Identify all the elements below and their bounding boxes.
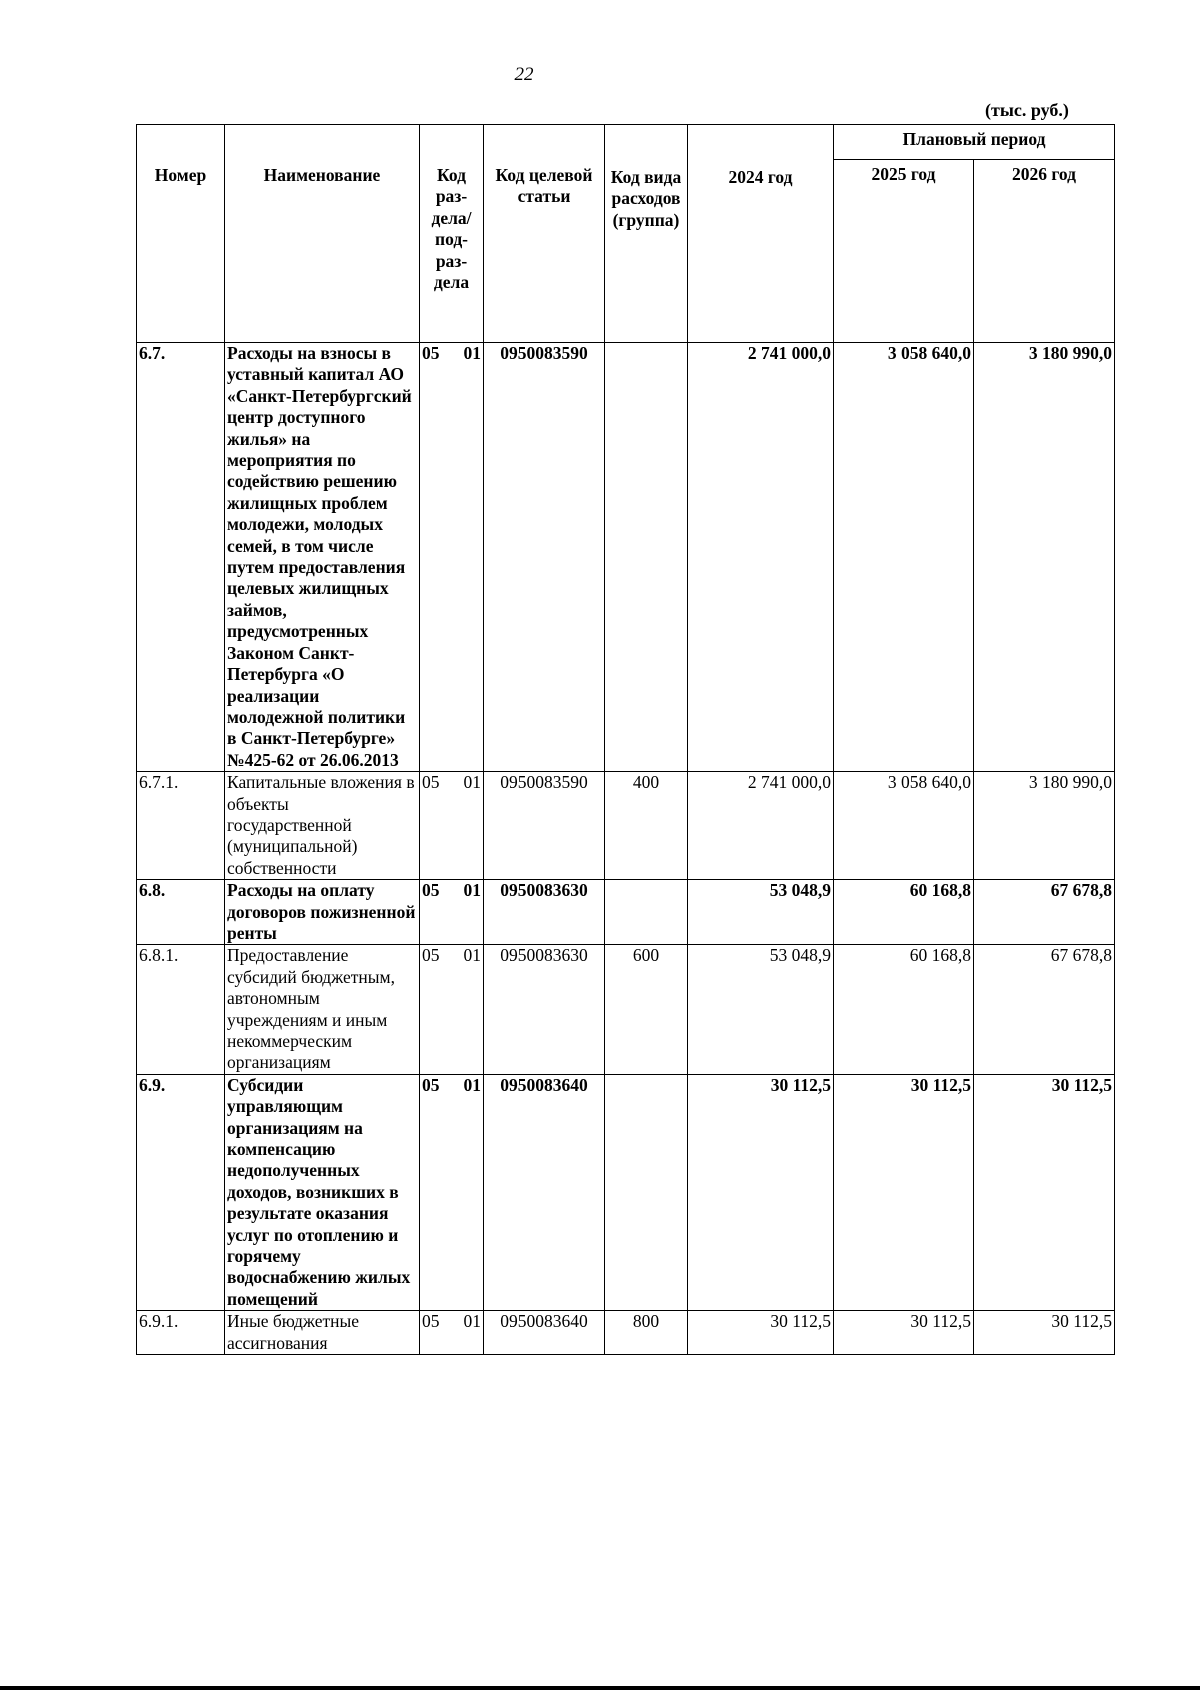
subsection-code: 01 (463, 772, 481, 793)
scan-edge-line (0, 1686, 1200, 1690)
header-name: Наименование (225, 125, 420, 343)
section-code: 05 (422, 1074, 440, 1095)
subsection-code: 01 (463, 1311, 481, 1332)
row-section-code (420, 1311, 484, 1355)
row-expense-type (605, 343, 688, 772)
row-value-2025: 60 168,8 (834, 945, 974, 1074)
row-target-code: 0950083630 (484, 880, 605, 945)
row-section-code (420, 880, 484, 945)
header-planned-period: Плановый период (834, 125, 1115, 160)
row-target-code: 0950083590 (484, 772, 605, 880)
row-name: Субсидии управляющим организациям на компенсацию недополученных доходов, возникших в результате оказания услуг по отоплению и горячему водоснабжению жилых помещений (225, 1074, 420, 1310)
budget-table (136, 124, 1115, 1355)
row-value-2025: 60 168,8 (834, 880, 974, 945)
table-body (137, 343, 1115, 1355)
row-value-2026: 3 180 990,0 (974, 343, 1115, 772)
row-value-2024: 2 741 000,0 (688, 343, 834, 772)
row-target-code: 0950083590 (484, 343, 605, 772)
row-expense-type: 600 (605, 945, 688, 1074)
row-number: 6.7.1. (137, 772, 225, 880)
header-2025: 2025 год (834, 160, 974, 343)
subsection-code: 01 (463, 1074, 481, 1095)
header-expense-type: Код вида расходов (группа) (605, 125, 688, 343)
section-code: 05 (422, 772, 440, 793)
units-label: (тыс. руб.) (985, 100, 1069, 120)
row-target-code: 0950083640 (484, 1311, 605, 1355)
row-section-code (420, 945, 484, 1074)
row-name: Предоставление субсидий бюджетным, автономным учреждениям и иным некоммерческим организациям (225, 945, 420, 1074)
row-section-code (420, 343, 484, 772)
row-value-2026: 30 112,5 (974, 1074, 1115, 1310)
table-row (137, 772, 1115, 880)
row-expense-type (605, 1074, 688, 1310)
row-number: 6.9.1. (137, 1311, 225, 1355)
row-number: 6.9. (137, 1074, 225, 1310)
table-row (137, 1311, 1115, 1355)
row-name: Иные бюджетные ассигнования (225, 1311, 420, 1355)
row-name: Расходы на взносы в уставный капитал АО «Санкт-Петербургский центр доступного жилья» на мероприятия по содействию решению жилищных проблем молодежи, молодых семей, в том числе путем предоставления целевых жилищных займов, предусмотренных Законом Санкт-Петербурга «О реализации молодежной политики в Санкт-Петербурге» №425-62 от 26.06.2013 (225, 343, 420, 772)
table-header (137, 125, 1115, 343)
header-section: Код раз-дела/ под-раз-дела (420, 125, 484, 343)
row-section-code (420, 772, 484, 880)
row-value-2026: 67 678,8 (974, 880, 1115, 945)
section-code: 05 (422, 880, 440, 901)
table-row (137, 1074, 1115, 1310)
row-name: Капитальные вложения в объекты государственной (муниципальной) собственности (225, 772, 420, 880)
table-row (137, 945, 1115, 1074)
row-expense-type: 400 (605, 772, 688, 880)
row-value-2026: 67 678,8 (974, 945, 1115, 1074)
row-target-code: 0950083640 (484, 1074, 605, 1310)
row-name: Расходы на оплату договоров пожизненной ренты (225, 880, 420, 945)
header-2024: 2024 год (688, 125, 834, 343)
row-value-2026: 3 180 990,0 (974, 772, 1115, 880)
row-number: 6.8.1. (137, 945, 225, 1074)
row-value-2024: 53 048,9 (688, 945, 834, 1074)
row-value-2025: 3 058 640,0 (834, 343, 974, 772)
row-value-2024: 30 112,5 (688, 1074, 834, 1310)
header-target: Код целевой статьи (484, 125, 605, 343)
row-expense-type: 800 (605, 1311, 688, 1355)
header-number: Номер (137, 125, 225, 343)
row-section-code (420, 1074, 484, 1310)
row-value-2025: 30 112,5 (834, 1311, 974, 1355)
row-target-code: 0950083630 (484, 945, 605, 1074)
section-code: 05 (422, 945, 440, 966)
subsection-code: 01 (463, 880, 481, 901)
row-expense-type (605, 880, 688, 945)
page-number: 22 (514, 64, 534, 85)
row-value-2025: 30 112,5 (834, 1074, 974, 1310)
table-row (137, 343, 1115, 772)
subsection-code: 01 (463, 343, 481, 363)
header-2026: 2026 год (974, 160, 1115, 343)
row-value-2024: 2 741 000,0 (688, 772, 834, 880)
row-value-2026: 30 112,5 (974, 1311, 1115, 1355)
row-number: 6.8. (137, 880, 225, 945)
row-number: 6.7. (137, 343, 225, 772)
table-row (137, 880, 1115, 945)
row-value-2025: 3 058 640,0 (834, 772, 974, 880)
row-value-2024: 53 048,9 (688, 880, 834, 945)
section-code: 05 (422, 343, 440, 363)
row-value-2024: 30 112,5 (688, 1311, 834, 1355)
section-code: 05 (422, 1311, 440, 1332)
subsection-code: 01 (463, 945, 481, 966)
